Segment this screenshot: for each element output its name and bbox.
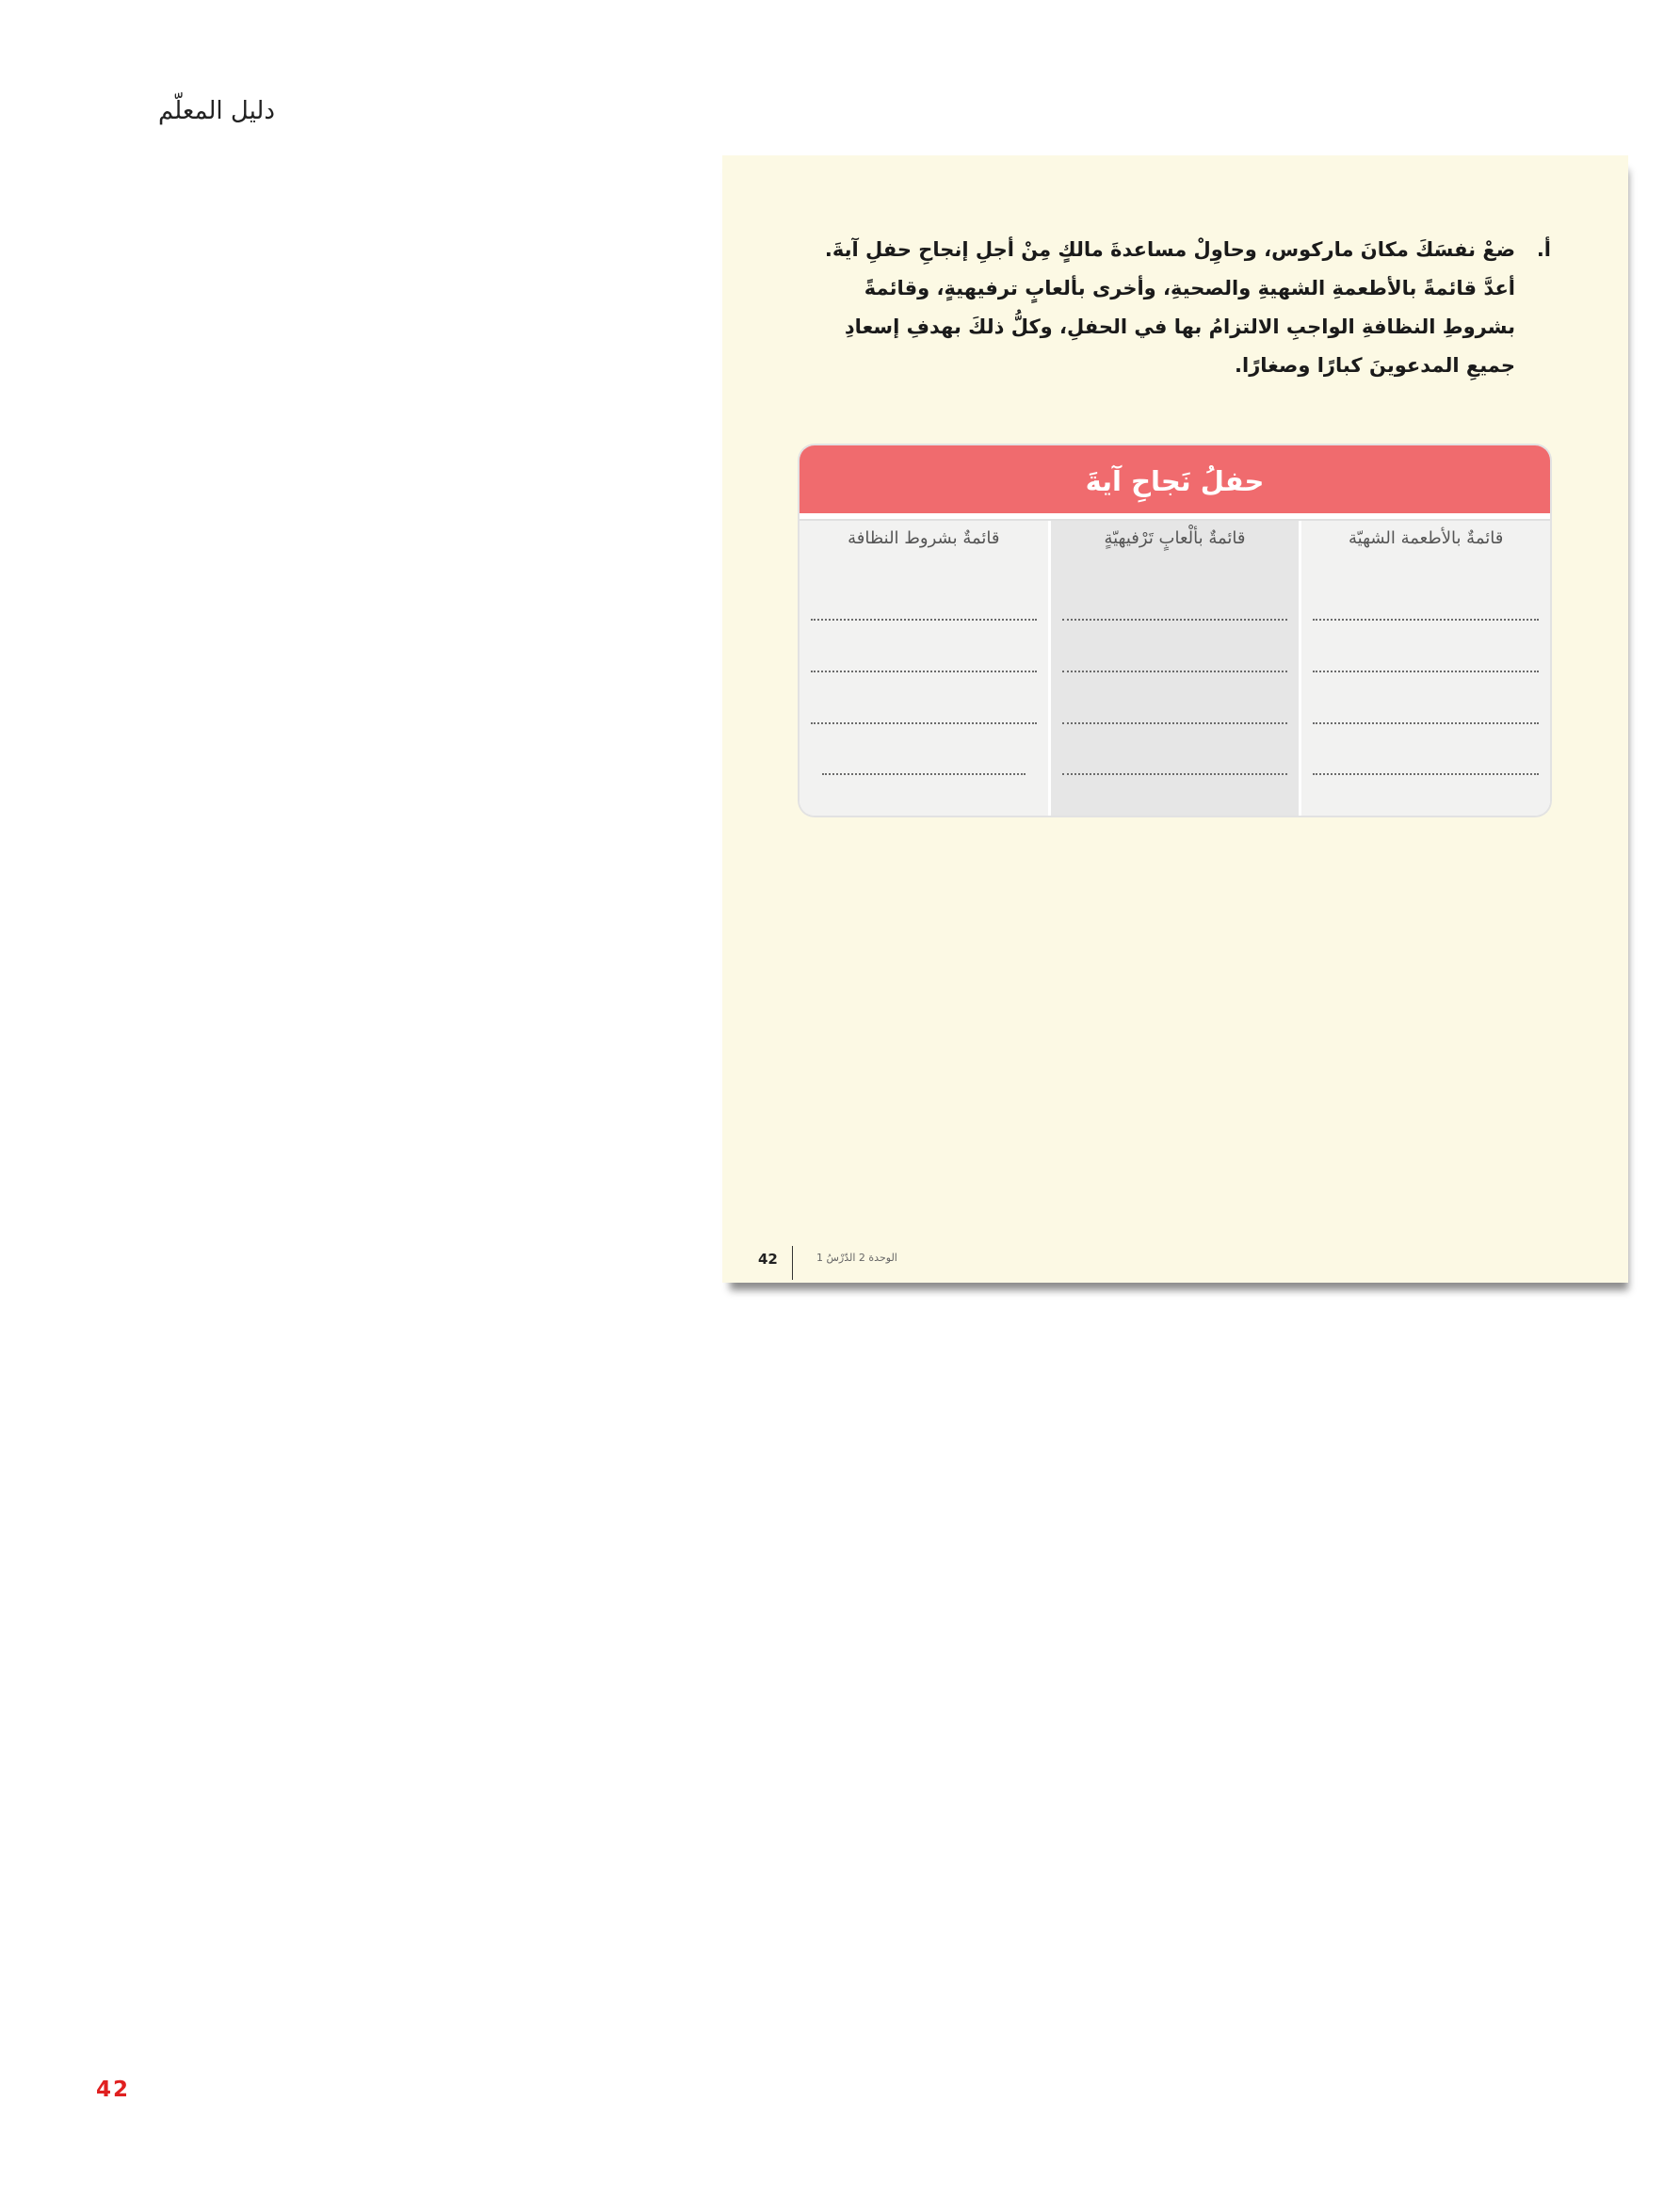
instruction-text: ضعْ نفسَكَ مكانَ ماركوس، وحاوِلْ مساعدةَ مالكٍ مِنْ أجلِ إنجاحِ حفلِ آيةَ. أعدَّ قائمةً بالأطعمةِ الشهيةِ والصحيةِ، وأخرى بألعابٍ ترفيهيةٍ، وقائمةً بشروطِ النظافةِ الواجبِ الالتزامُ بها في الحفلِ، وكلُّ ذلكَ بهدفِ إسعادِ جميعِ المدعوينَ كبارًا وصغارًا. xyxy=(824,238,1515,377)
card-title: حفلُ نَجاحِ آيةَ xyxy=(800,445,1550,519)
sheet-unit-lesson: الوحدة 2 الدّرْسُ 1 xyxy=(816,1252,897,1264)
writing-line[interactable] xyxy=(1313,773,1539,775)
writing-line[interactable] xyxy=(1313,619,1539,621)
hygiene-list-title: قائمةٌ بشروط النظافة xyxy=(848,528,1000,548)
footer-divider xyxy=(792,1246,793,1280)
food-list-title: قائمةٌ بالأطعمة الشهيّة xyxy=(1348,528,1504,548)
writing-line[interactable] xyxy=(811,671,1037,672)
writing-line[interactable] xyxy=(1313,671,1539,672)
page-number: 42 xyxy=(96,2078,131,2102)
hygiene-list-column xyxy=(800,521,1048,816)
instruction-marker: أ. xyxy=(1536,238,1551,261)
writing-line[interactable] xyxy=(1062,773,1288,775)
writing-line[interactable] xyxy=(1062,671,1288,672)
games-list-column xyxy=(1048,521,1302,816)
writing-line[interactable] xyxy=(1062,722,1288,724)
food-list-column xyxy=(1301,521,1550,816)
instruction-paragraph xyxy=(800,231,1551,385)
list-columns xyxy=(800,519,1550,816)
party-lists-card xyxy=(800,445,1550,816)
writing-line[interactable] xyxy=(1062,619,1288,621)
writing-line[interactable] xyxy=(1313,722,1539,724)
writing-line[interactable] xyxy=(822,773,1026,775)
writing-line[interactable] xyxy=(811,722,1037,724)
sheet-page-number: 42 xyxy=(758,1251,778,1268)
games-list-title: قائمةٌ بألْعابٍ تَرْفيهيّةٍ xyxy=(1104,528,1246,548)
writing-line[interactable] xyxy=(811,619,1037,621)
student-book-sheet xyxy=(722,155,1628,1283)
guide-label: دليل المعلّم xyxy=(158,97,275,125)
